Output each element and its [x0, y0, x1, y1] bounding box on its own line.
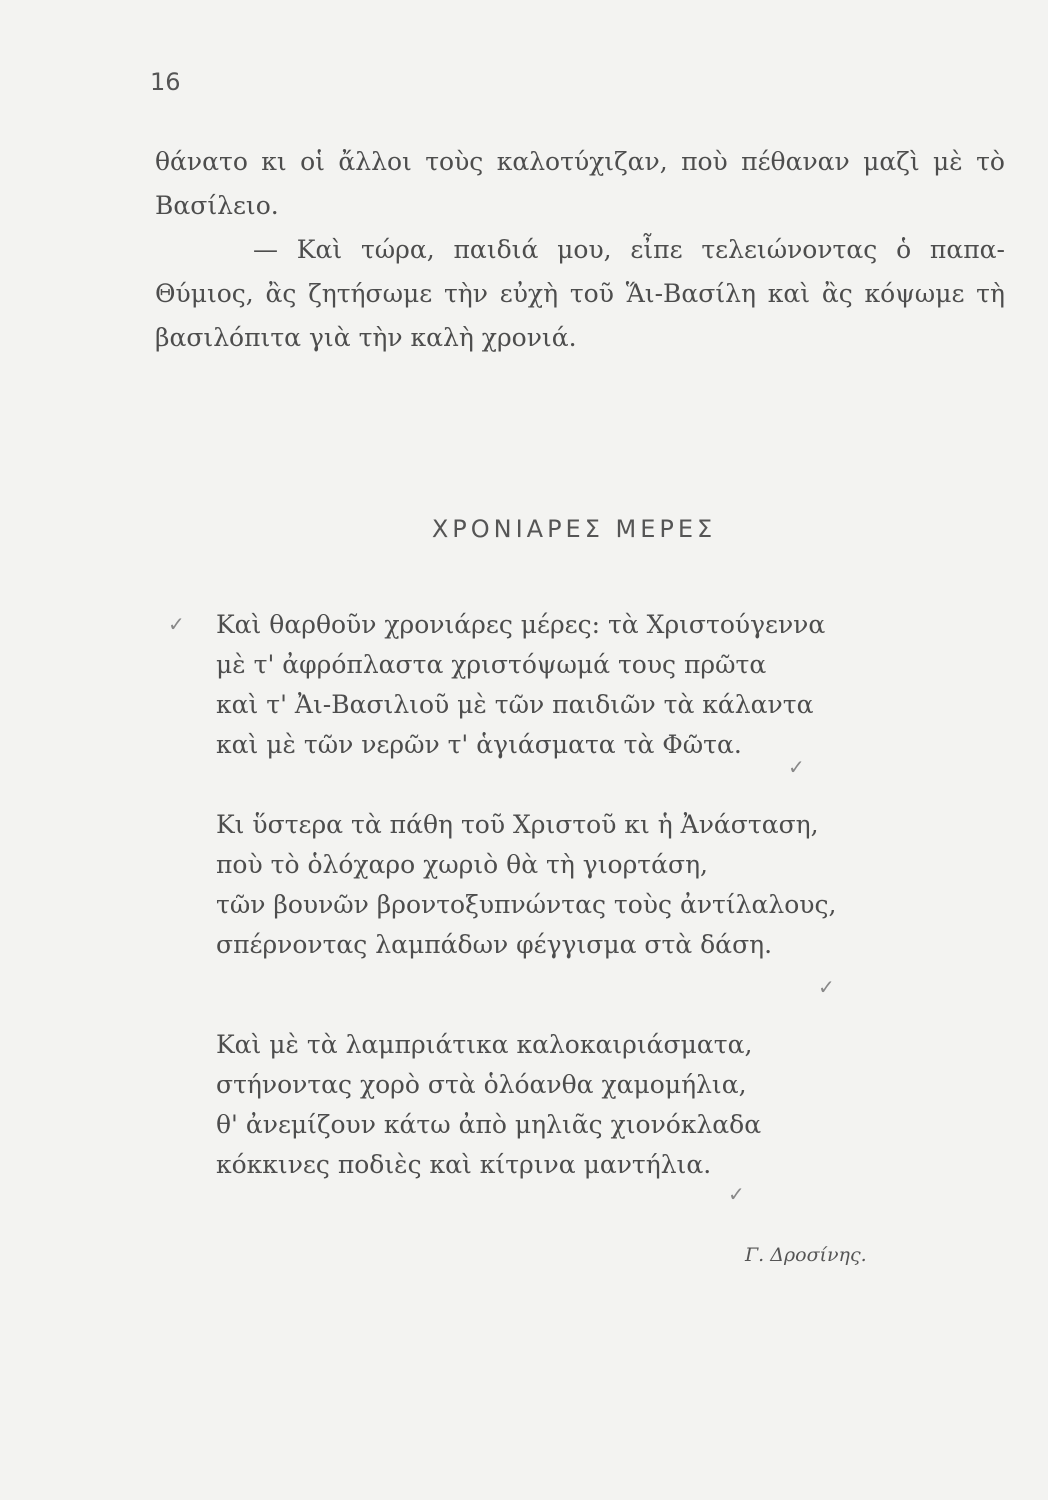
poem-stanza: [216, 1025, 976, 1185]
author-signature: Γ. Δροσίνης.: [745, 1244, 867, 1266]
prose-paragraph: θάνατο κι οἱ ἄλλοι τοὺς καλοτύχιζαν, ποὺ πέθαναν μαζὶ μὲ τὸ Βασίλειο.: [155, 147, 1005, 220]
poem-line: θ' ἀνεμίζουν κάτω ἀπὸ μηλιᾶς χιονόκλαδα: [216, 1110, 762, 1139]
poem-stanza: [216, 805, 976, 965]
poem-line: στήνοντας χορὸ στὰ ὁλόανθα χαμομήλια,: [216, 1070, 747, 1099]
pencil-check-mark-icon: ✓: [818, 975, 835, 999]
poem-line: ποὺ τὸ ὁλόχαρο χωριὸ θὰ τὴ γιορτάση,: [216, 850, 708, 879]
pencil-check-mark-icon: ✓: [728, 1182, 745, 1206]
prose-block: [155, 140, 1005, 360]
poem-line: Κι ὕστερα τὰ πάθη τοῦ Χριστοῦ κι ἡ Ἀνάσταση,: [216, 810, 819, 839]
pencil-check-mark-icon: ✓: [788, 755, 805, 779]
poem-line: Καὶ θαρθοῦν χρονιάρες μέρες: τὰ Χριστούγεννα: [216, 610, 826, 639]
poem-line: μὲ τ' ἀφρόπλαστα χριστόψωμά τους πρῶτα: [216, 650, 767, 679]
poem-line: Καὶ μὲ τὰ λαμπριάτικα καλοκαιριάσματα,: [216, 1030, 753, 1059]
prose-paragraph: — Καὶ τώρα, παιδιά μου, εἶπε τελειώνοντας ὁ παπα-Θύμιος, ἂς ζητήσωμε τὴν εὐχὴ τοῦ Ἅι-Βασίλη καὶ ἂς κόψωμε τὴ βασιλόπιτα γιὰ τὴν καλὴ χρονιά.: [155, 235, 1005, 352]
poem-title: ΧΡΟΝΙΑΡΕΣ ΜΕΡΕΣ: [431, 515, 717, 543]
poem-line: καὶ τ' Ἀι-Βασιλιοῦ μὲ τῶν παιδιῶν τὰ κάλαντα: [216, 690, 814, 719]
page-number: 16: [150, 68, 181, 96]
pencil-check-mark-icon: ✓: [168, 612, 185, 636]
poem-line: κόκκινες ποδιὲς καὶ κίτρινα μαντήλια.: [216, 1150, 712, 1179]
poem-line: καὶ μὲ τῶν νερῶν τ' ἁγιάσματα τὰ Φῶτα.: [216, 730, 742, 759]
poem-line: τῶν βουνῶν βροντοξυπνώντας τοὺς ἀντίλαλους,: [216, 890, 837, 919]
poem-line: σπέρνοντας λαμπάδων φέγγισμα στὰ δάση.: [216, 930, 773, 959]
poem-stanza: [216, 605, 976, 765]
